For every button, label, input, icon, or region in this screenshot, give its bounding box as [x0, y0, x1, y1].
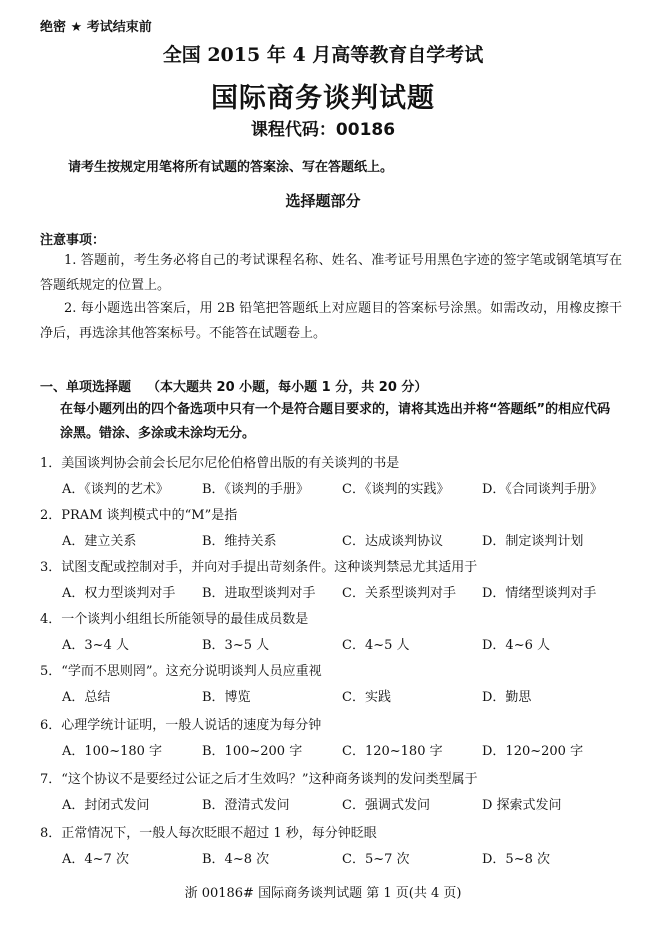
- subject-title: 国际商务谈判试题: [211, 83, 435, 114]
- question-stem: 8．正常情况下，一般人每次眨眼不超过 1 秒，每分钟眨眼: [40, 826, 377, 841]
- option: C．达成谈判协议: [342, 534, 443, 549]
- option: B．进取型谈判对手: [202, 586, 316, 601]
- question-stem: 3．试图支配或控制对手，并向对手提出苛刻条件。这种谈判禁忌尤其适用于: [40, 560, 478, 575]
- option: D．勤思: [482, 690, 532, 705]
- option: A．权力型谈判对手: [62, 586, 176, 601]
- part-title: 一、单项选择题: [40, 380, 132, 395]
- option: D．情绪型谈判对手: [482, 586, 597, 601]
- option: B．3~5 人: [202, 638, 270, 653]
- option: C．4~5 人: [342, 638, 410, 653]
- option: B．《谈判的手册》: [202, 482, 310, 497]
- option: B．博览: [202, 690, 251, 705]
- option: D．5~8 次: [482, 852, 550, 867]
- option: A．3~4 人: [62, 638, 129, 653]
- question-stem: 5．“学而不思则罔”。这充分说明谈判人员应重视: [40, 664, 322, 679]
- option: D．4~6 人: [482, 638, 550, 653]
- section-title: 选择题部分: [285, 192, 361, 210]
- exam-title: 全国 2015 年 4 月高等教育自学考试: [162, 44, 484, 66]
- option: C．5~7 次: [342, 852, 410, 867]
- note-item: 2. 每小题选出答案后，用 2B 铅笔把答题纸上对应题目的答案标号涂黑。如需改动，用橡皮擦干净后，再选涂其他答案标号。不能答在试题卷上。: [40, 301, 622, 341]
- option: A．4~7 次: [62, 852, 129, 867]
- question-stem: 7．“这个协议不是要经过公证之后才生效吗？”这种商务谈判的发问类型属于: [40, 772, 478, 787]
- page-footer: 浙 00186# 国际商务谈判试题 第 1 页(共 4 页): [184, 886, 462, 901]
- option: A．《谈判的艺术》: [62, 482, 169, 497]
- part-description: 在每小题列出的四个备选项中只有一个是符合题目要求的，请将其选出并将“答题纸”的相应代码涂黑。错涂、多涂或未涂均无分。: [60, 402, 611, 441]
- option: D 探索式发问: [482, 798, 562, 813]
- option: A．封闭式发问: [62, 798, 150, 813]
- part-scoring: （本大题共 20 小题，每小题 1 分，共 20 分）: [147, 380, 428, 395]
- option: B．澄清式发问: [202, 798, 290, 813]
- note-item: 1. 答题前，考生务必将自己的考试课程名称、姓名、准考证号用黑色字迹的签字笔或钢笔填写在答题纸规定的位置上。: [40, 253, 622, 293]
- answer-instruction: 请考生按规定用笔将所有试题的答案涂、写在答题纸上。: [68, 160, 394, 175]
- confidential-mark: 绝密 ★ 考试结束前: [40, 20, 152, 35]
- question-stem: 6．心理学统计证明，一般人说话的速度为每分钟: [40, 718, 322, 733]
- option: C．实践: [342, 690, 391, 705]
- option: C．关系型谈判对手: [342, 586, 456, 601]
- option: C．强调式发问: [342, 798, 430, 813]
- option: D．120~200 字: [482, 744, 584, 759]
- option: B．维持关系: [202, 534, 277, 549]
- course-code: 课程代码：00186: [250, 120, 396, 140]
- option: D．《合同谈判手册》: [482, 482, 603, 497]
- option: A．总结: [62, 690, 111, 705]
- question-stem: 2．PRAM 谈判模式中的“M”是指: [40, 508, 238, 523]
- option: B．100~200 字: [202, 744, 303, 759]
- option: A．100~180 字: [62, 744, 163, 759]
- option: D．制定谈判计划: [482, 534, 584, 549]
- option: B．4~8 次: [202, 852, 270, 867]
- option: A．建立关系: [62, 534, 137, 549]
- notes-title: 注意事项：: [40, 233, 106, 248]
- question-stem: 1．美国谈判协会前会长尼尔尼伦伯格曾出版的有关谈判的书是: [40, 456, 400, 471]
- option: C．《谈判的实践》: [342, 482, 450, 497]
- part-heading: [40, 376, 427, 395]
- question-stem: 4．一个谈判小组组长所能领导的最佳成员数是: [40, 612, 309, 627]
- option: C．120~180 字: [342, 744, 443, 759]
